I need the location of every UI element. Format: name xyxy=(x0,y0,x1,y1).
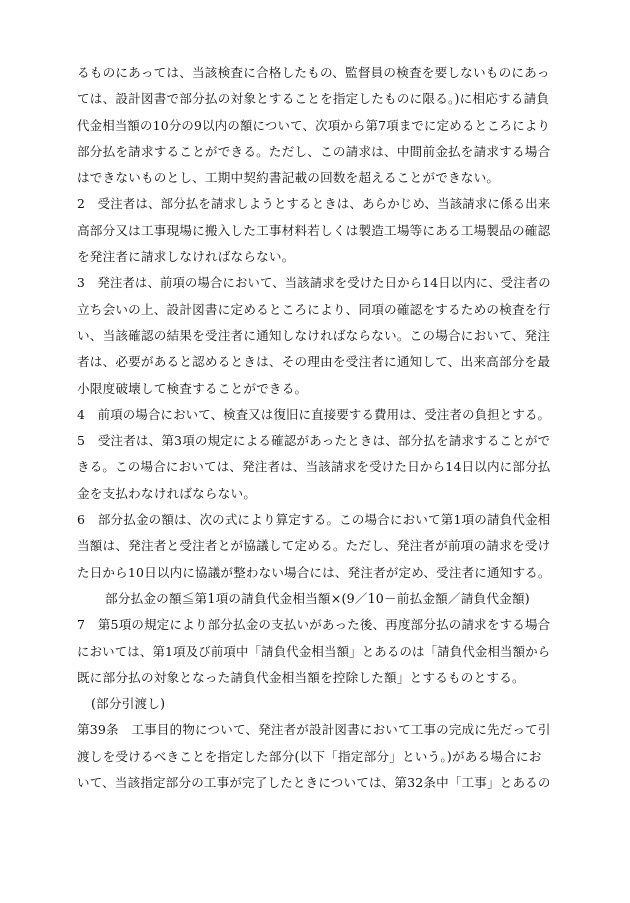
text-line: 代金相当額の10分の9以内の額について、次項から第7項までに定めるところにより xyxy=(77,117,551,133)
paragraph-2-line: 2 受注者は、部分払を請求しようとするときは、あらかじめ、当該請求に係る出来 xyxy=(77,196,551,212)
text-line: 小限度破壊して検査することができる。 xyxy=(77,380,308,396)
paragraph-3-line: 3 発注者は、前項の場合において、当該請求を受けた日から14日以内に、受注者の xyxy=(77,276,551,291)
paragraph-5-line: 5 受注者は、第3項の規定による確認があったときは、部分払を請求することがで xyxy=(77,433,551,449)
paragraph-7-line: 7 第5項の規定により部分払金の支払いがあった後、再度部分払の請求をする場合 xyxy=(77,617,551,633)
article-39-line: 第39条 工事目的物について、発注者が設計図書において工事の完成に先だって引 xyxy=(77,722,551,738)
text-line: い、当該確認の結果を受注者に通知しなければならない。この場合において、発注 xyxy=(77,327,551,343)
text-line: を発注者に請求しなければならない。 xyxy=(77,249,295,265)
text-line: 者は、必要があると認めるときは、その理由を受注者に通知して、出来高部分を最 xyxy=(77,354,551,370)
text-line: 立ち会いの上、設計図書に定めるところにより、同項の確認をするための検査を行 xyxy=(77,301,551,317)
text-line: 当額は、発注者と受注者とが協議して定める。ただし、発注者が前項の請求を受け xyxy=(77,538,551,554)
text-line: きる。この場合においては、発注者は、当該請求を受けた日から14日以内に部分払 xyxy=(77,459,551,475)
text-line: るものにあっては、当該検査に合格したもの、監督員の検査を要しないものにあっ xyxy=(77,65,550,80)
text-line: ては、設計図書で部分払の対象とすることを指定したものに限る。)に相応する請負 xyxy=(77,91,550,107)
text-line: 渡しを受けるべきことを指定した部分(以下「指定部分」という。)がある場合にお xyxy=(77,748,542,764)
text-line: 部分払を請求することができる。ただし、この請求は、中間前金払を請求する場合 xyxy=(77,143,551,159)
text-line: 既に部分払の対象となった請負代金相当額を控除した額」とするものとする。 xyxy=(77,669,525,685)
text-line: た日から10日以内に協議が整わない場合には、発注者が定め、受注者に通知する。 xyxy=(77,564,551,580)
text-line: においては、第1項及び前項中「請負代金相当額」とあるのは「請負代金相当額から xyxy=(77,643,551,659)
paragraph-4-line: 4 前項の場合において、検査又は復旧に直接要する費用は、受注者の負担とする。 xyxy=(77,406,551,422)
document-page xyxy=(77,60,553,796)
text-line: 高部分又は工事現場に搬入した工事材料若しくは製造工場等にある工場製品の確認 xyxy=(77,222,551,238)
paragraph-6-line: 6 部分払金の額は、次の式により算定する。この場合において第1項の請負代金相 xyxy=(77,512,551,528)
formula-line: 部分払金の額≦第1項の請負代金相当額×(9／10－前払金額／請負代金額) xyxy=(105,590,530,606)
text-line: はできないものとし、工期中契約書記載の回数を超えることができない。 xyxy=(77,170,500,186)
text-line: いて、当該指定部分の工事が完了したときについては、第32条中「工事」とあるの xyxy=(77,775,551,791)
article-caption: (部分引渡し) xyxy=(91,696,166,712)
text-line: 金を支払わなければならない。 xyxy=(77,485,257,501)
